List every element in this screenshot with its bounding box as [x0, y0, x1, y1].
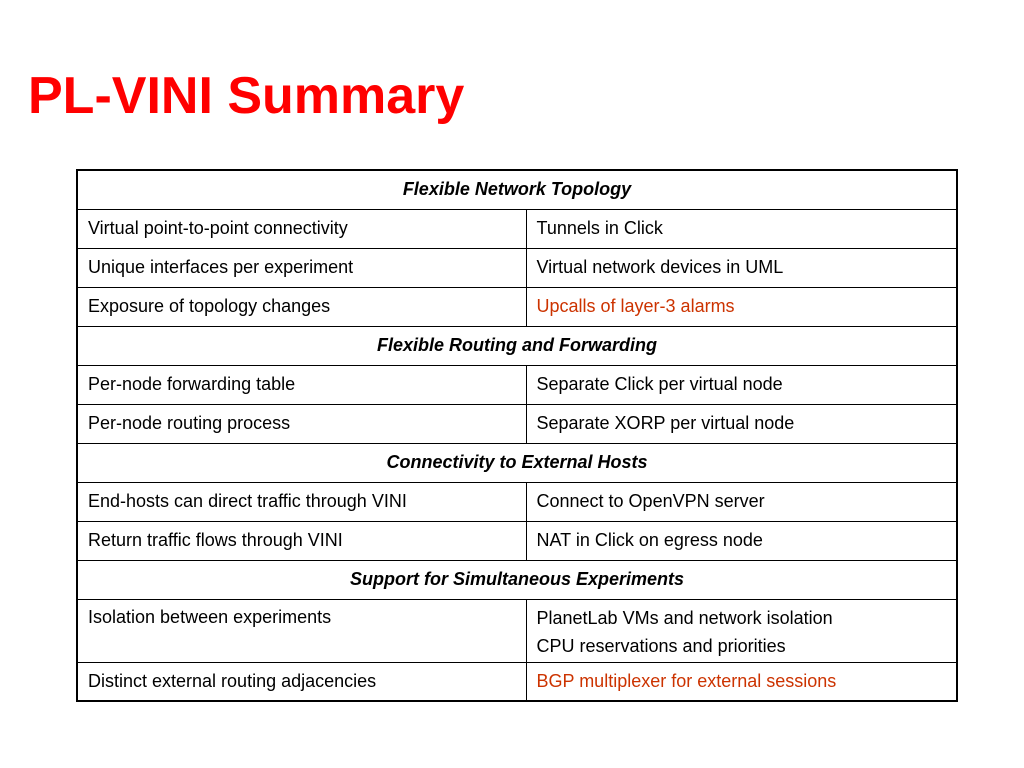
table-row: [77, 404, 957, 443]
section-row: [77, 560, 957, 599]
section-heading: Flexible Network Topology: [77, 170, 957, 209]
solution-cell: Virtual network devices in UML: [526, 248, 957, 287]
solution-cell: [526, 599, 957, 662]
solution-cell: Separate Click per virtual node: [526, 365, 957, 404]
solution-line: CPU reservations and priorities: [536, 635, 786, 656]
requirement-cell: Exposure of topology changes: [77, 287, 526, 326]
requirement-cell: Unique interfaces per experiment: [77, 248, 526, 287]
summary-table: [76, 169, 958, 702]
requirement-cell: Distinct external routing adjacencies: [77, 662, 526, 701]
table-row: [77, 482, 957, 521]
solution-cell-highlighted: Upcalls of layer-3 alarms: [526, 287, 957, 326]
requirement-cell: Return traffic flows through VINI: [77, 521, 526, 560]
solution-cell: Separate XORP per virtual node: [526, 404, 957, 443]
section-heading: Connectivity to External Hosts: [77, 443, 957, 482]
section-row: [77, 443, 957, 482]
table-row: [77, 521, 957, 560]
requirement-cell: Virtual point-to-point connectivity: [77, 209, 526, 248]
section-row: [77, 170, 957, 209]
requirement-cell: Isolation between experiments: [77, 599, 526, 662]
table-row: [77, 599, 957, 662]
table-row: [77, 365, 957, 404]
table-row: [77, 248, 957, 287]
solution-cell: NAT in Click on egress node: [526, 521, 957, 560]
solution-cell-highlighted: BGP multiplexer for external sessions: [526, 662, 957, 701]
table-row: [77, 662, 957, 701]
section-row: [77, 326, 957, 365]
requirement-cell: Per-node forwarding table: [77, 365, 526, 404]
solution-cell: Connect to OpenVPN server: [526, 482, 957, 521]
section-heading: Support for Simultaneous Experiments: [77, 560, 957, 599]
section-heading: Flexible Routing and Forwarding: [77, 326, 957, 365]
solution-line: PlanetLab VMs and network isolation: [536, 607, 833, 628]
solution-cell: Tunnels in Click: [526, 209, 957, 248]
requirement-cell: Per-node routing process: [77, 404, 526, 443]
table-row: [77, 209, 957, 248]
requirement-cell: End-hosts can direct traffic through VINI: [77, 482, 526, 521]
table-row: [77, 287, 957, 326]
page-title: PL-VINI Summary: [28, 67, 465, 125]
